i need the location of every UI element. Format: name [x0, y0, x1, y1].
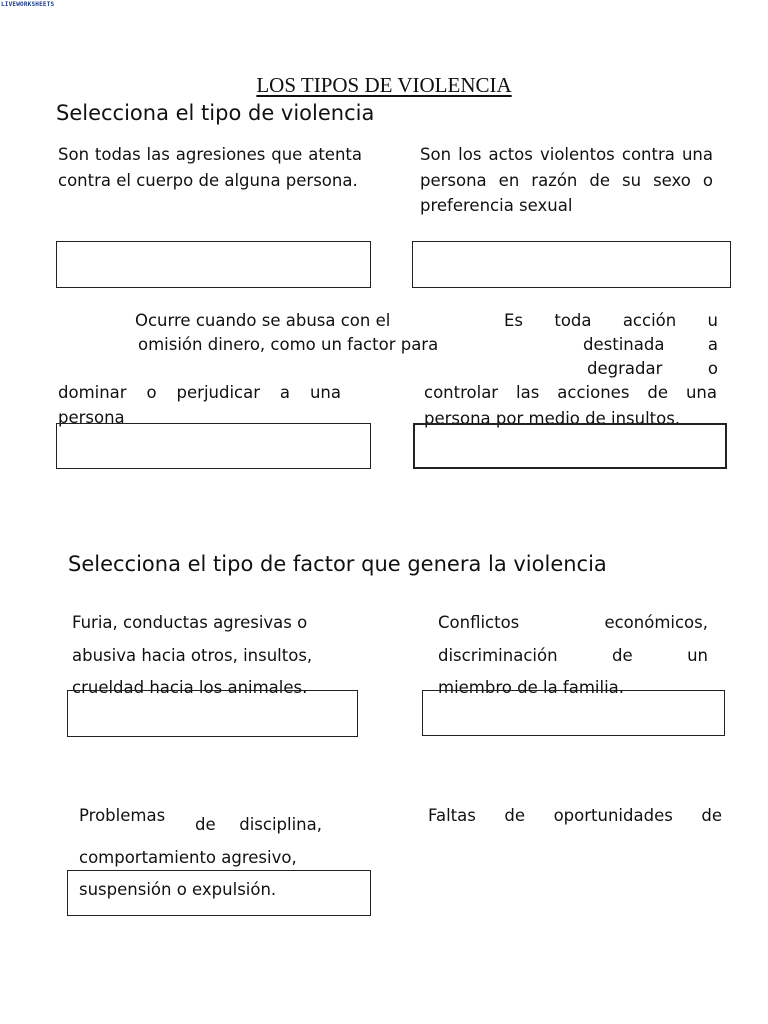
page-title: LOS TIPOS DE VIOLENCIA [256, 73, 512, 97]
section1-heading: Selecciona el tipo de violencia [56, 101, 375, 125]
factor3-line1a: Problemas [79, 806, 166, 825]
answer-box-2[interactable] [412, 241, 731, 288]
factor3-line3: suspensión o expulsión. [79, 880, 277, 899]
answer-box-1[interactable] [56, 241, 371, 288]
section2-heading: Selecciona el tipo de factor que genera la violencia [68, 552, 607, 576]
factor2-line2: discriminación de un [438, 646, 708, 665]
question3-line2: omisión dinero, como un factor para [138, 335, 439, 354]
question4-line5: persona por medio de insultos. [424, 409, 681, 428]
answer-box-7[interactable] [67, 870, 371, 916]
liveworksheets-logo: LIVEWORKSHEETS [1, 1, 55, 8]
factor2-line1: Conflictos económicos, [438, 613, 708, 632]
factor1-line2: abusiva hacia otros, insultos, [72, 646, 313, 665]
answer-box-4[interactable] [413, 423, 727, 469]
factor3-line1b: de disciplina, [195, 815, 322, 834]
question4-line1: Es toda acción u [504, 311, 718, 330]
factor1-line1: Furia, conductas agresivas o [72, 613, 308, 632]
question1-text: Son todas las agresiones que atenta contra el cuerpo de alguna persona. [58, 145, 362, 190]
factor2-line3: miembro de la familia. [438, 678, 625, 697]
question3-line1: Ocurre cuando se abusa con el [135, 311, 391, 330]
question3-line4: persona [58, 408, 125, 427]
answer-box-3[interactable] [56, 423, 371, 469]
answer-box-6[interactable] [422, 690, 725, 736]
factor1-line3: crueldad hacia los animales. [72, 678, 308, 697]
question4-line3: degradar o [587, 359, 718, 378]
answer-box-5[interactable] [67, 690, 358, 737]
question4-line2: destinada a [583, 335, 718, 354]
question2-text: Son los actos violentos contra una persona en razón de su sexo o preferencia sexual [420, 145, 713, 215]
factor4-line1: Faltas de oportunidades de [428, 806, 722, 825]
factor3-line2: comportamiento agresivo, [79, 848, 297, 867]
question4-line4: controlar las acciones de una [424, 383, 717, 402]
question3-line3: dominar o perjudicar a una [58, 383, 341, 402]
